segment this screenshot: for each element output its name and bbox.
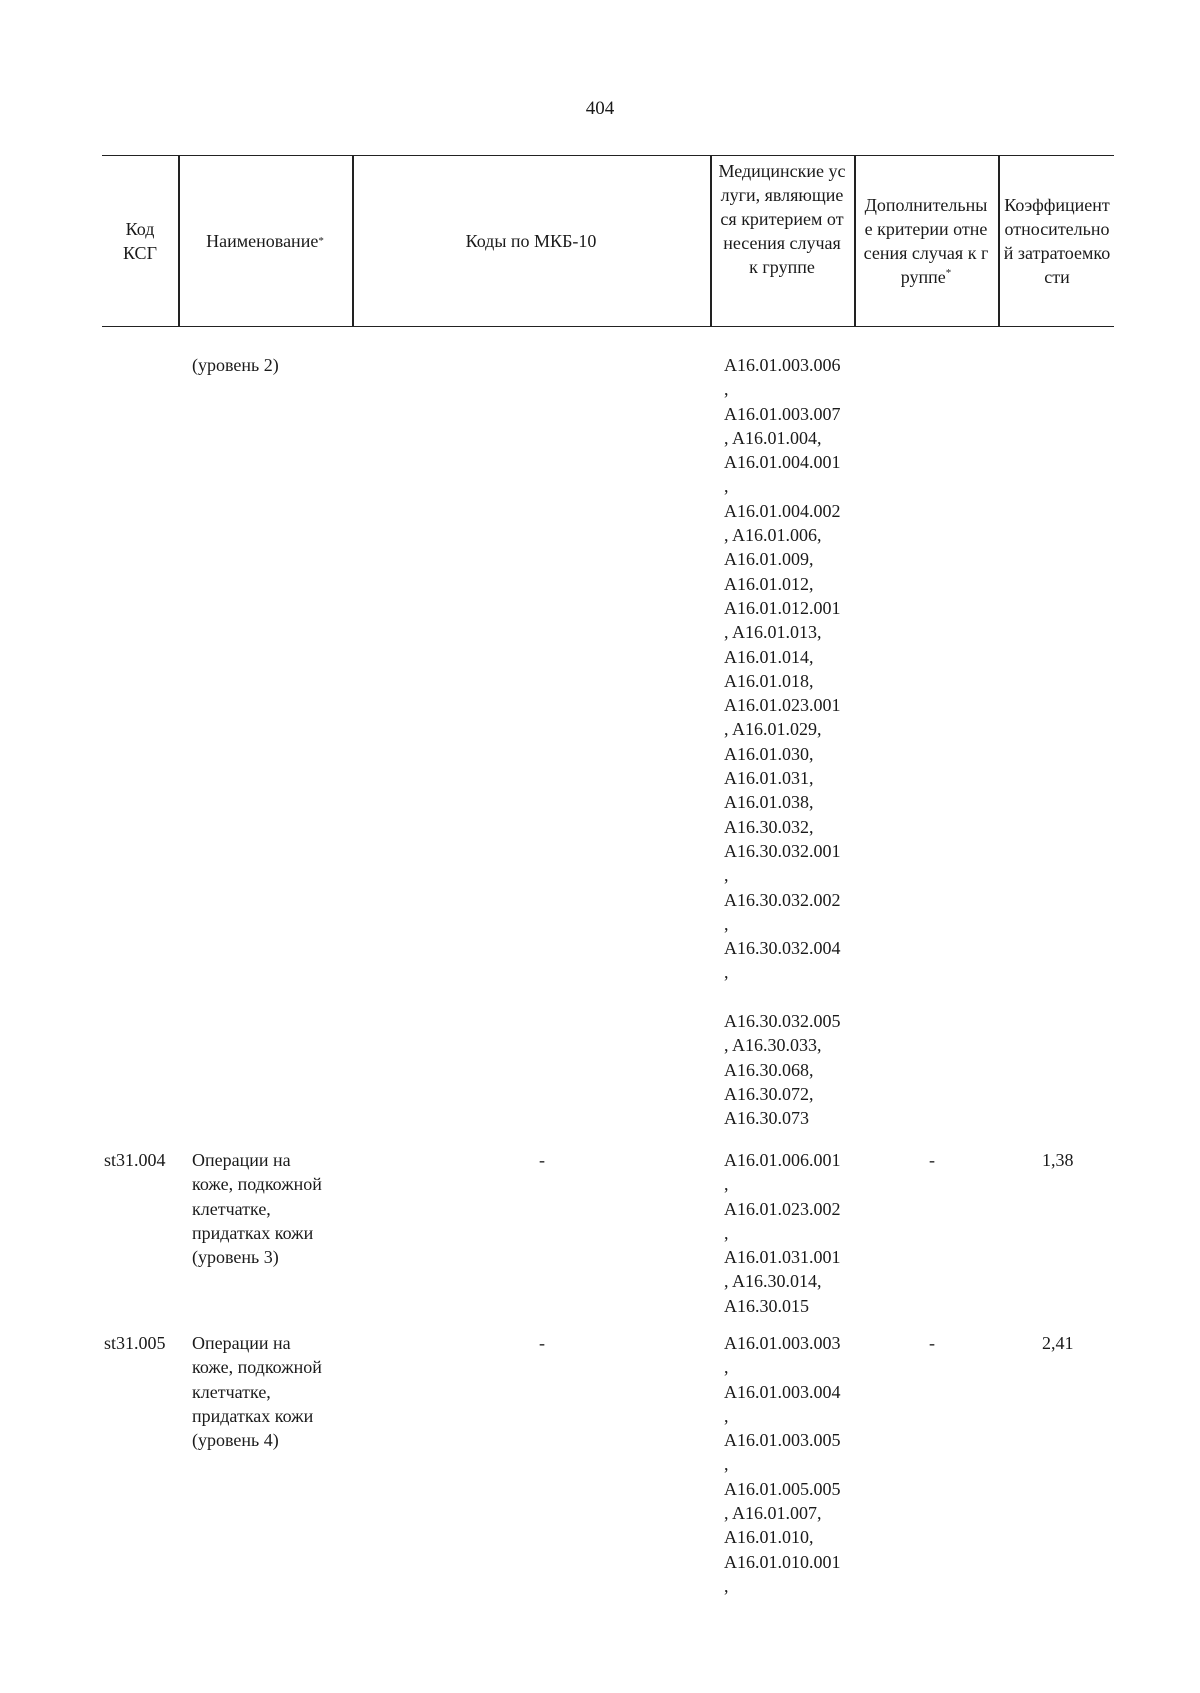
row-mkb: - [539,1333,545,1353]
header-services: Медицинские услуги, являющиеся критерием отнесения случая к группе [718,161,846,277]
row-coef: 2,41 [1042,1333,1074,1353]
row-code: st31.005 [104,1333,166,1353]
row-services: A16.01.003.003 , A16.01.003.004 , A16.01.003.005 , A16.01.005.005 , A16.01.007, A16.01.010, A16.01.010.001 , [724,1333,841,1596]
row-extra: - [929,1333,935,1353]
row-code: st31.004 [104,1150,166,1170]
row-services: A16.01.006.001 , A16.01.023.002 , A16.01.031.001 , A16.30.014, A16.30.015 [724,1150,841,1316]
row-coef: 1,38 [1042,1150,1074,1170]
header-mkb: Коды по МКБ-10 [465,231,597,251]
row-name: Операции на коже, подкожной клетчатке, придатках кожи (уровень 3) [192,1150,322,1268]
page-number: 404 [585,98,615,119]
header-coef: Коэффициент относительной затратоемкости [1003,195,1111,287]
header-code: Код КСГ [123,219,157,263]
row-services: A16.01.003.006 , A16.01.003.007 , A16.01.004, A16.01.004.001 , A16.01.004.002 , A16.01.006, A16.01.009, A16.01.012, A16.01.012.001 , A16.01.013, A16.01.014, A16.01.018, A16.01.023.001 , A16.01.029, A16.01.030, A16.01.031, A16.01.038, A16.30.032, A16.30.032.001 , A16.30.032.002 , A16.30.032.004 , A16.30.032.005 , A16.30.033, A16.30.068, A16.30.072, A16.30.073 [724,355,841,1129]
row-mkb: - [539,1150,545,1170]
header-name: Наименование * [206,231,324,251]
row-extra: - [929,1150,935,1170]
row-name: Операции на коже, подкожной клетчатке, придатках кожи (уровень 4) [192,1333,322,1451]
table-header [102,155,1114,327]
header-extra: Дополнительные критерии отнесения случая к группе* [863,195,989,287]
row-name: (уровень 2) [192,355,279,375]
